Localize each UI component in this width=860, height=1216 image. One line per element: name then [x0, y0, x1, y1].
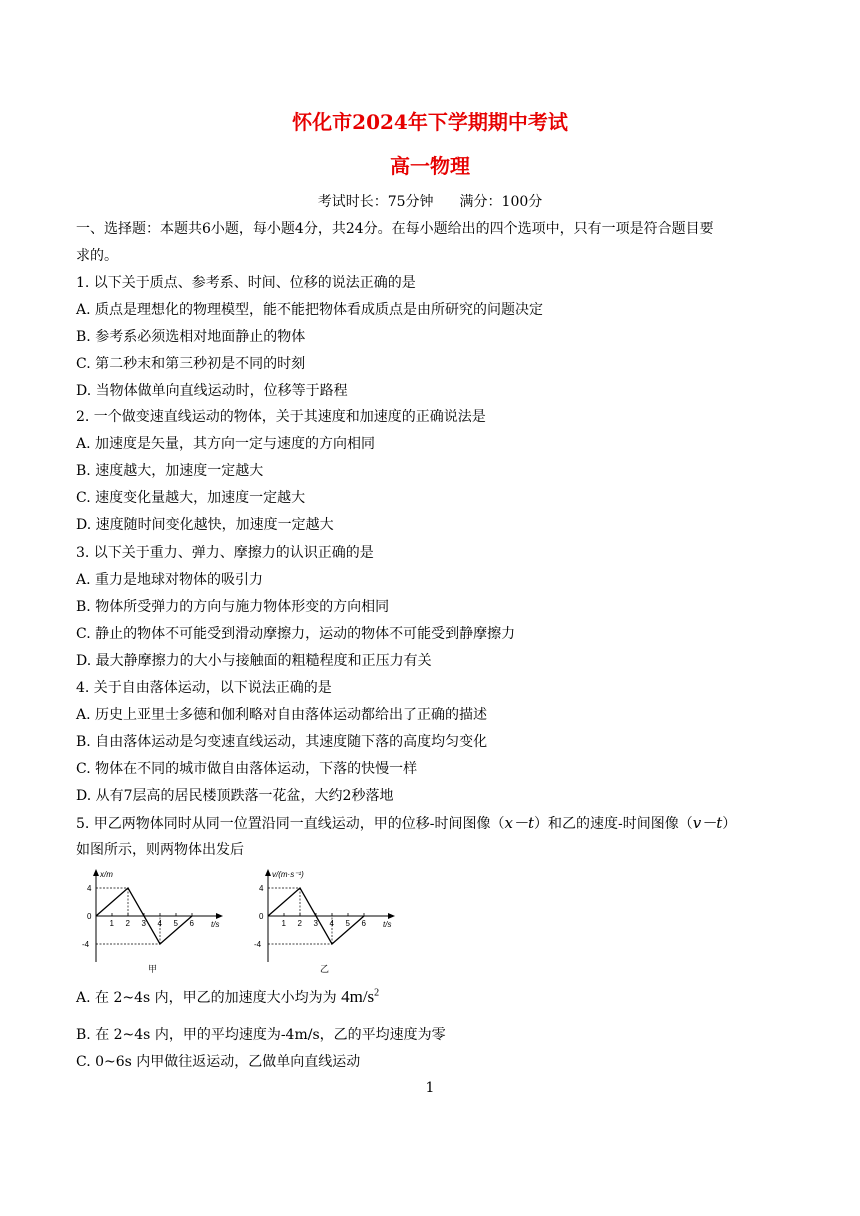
- x-tick-label: 1: [109, 919, 114, 928]
- question-stem: [76, 812, 736, 833]
- option-line: [76, 987, 379, 1007]
- x-tick-label: 6: [189, 919, 194, 928]
- exam-score: 满分：100分: [459, 194, 543, 210]
- x-axis-label: t/s: [211, 920, 220, 929]
- graph-caption: 甲: [148, 965, 158, 975]
- option-line: A. 重力是地球对物体的吸引力: [76, 572, 264, 588]
- question-stem: 3. 以下关于重力、弹力、摩擦力的认识正确的是: [76, 545, 374, 561]
- option-line: D. 速度随时间变化越快，加速度一定越大: [76, 517, 334, 533]
- option-line: C. 速度变化量越大，加速度一定越大: [76, 490, 306, 506]
- xt-graph-jia: [80, 866, 240, 976]
- option-line: B. 参考系必须选相对地面静止的物体: [76, 329, 306, 345]
- question-stem-cont: 如图所示，则两物体出发后: [76, 842, 244, 858]
- subject-title: 高一物理: [390, 154, 470, 178]
- origin-label: 0: [259, 912, 264, 921]
- x-tick-label: 4: [157, 919, 162, 928]
- question-stem: 2. 一个做变速直线运动的物体，关于其速度和加速度的正确说法是: [76, 409, 486, 425]
- option-line: B. 速度越大，加速度一定越大: [76, 463, 264, 479]
- exponent: 2: [374, 987, 380, 999]
- x-tick-label: 3: [141, 919, 146, 928]
- y-tick-label: -4: [82, 940, 90, 949]
- acceleration-unit: $4m/s^2$: [341, 987, 380, 1006]
- y-tick-label: 4: [87, 884, 92, 893]
- xt-symbol: x－t: [504, 814, 535, 832]
- option-line: C. 物体在不同的城市做自由落体运动，下落的快慢一样: [76, 761, 418, 777]
- x-tick-label: 4: [329, 919, 334, 928]
- option-line: C. 0~6s 内甲做往返运动，乙做单向直线运动: [76, 1054, 361, 1070]
- x-axis-arrow: [216, 913, 223, 919]
- x-tick-label: 1: [281, 919, 286, 928]
- stem-text: 5. 甲乙两物体同时从同一位置沿同一直线运动，甲的位移-时间图像（: [76, 816, 505, 832]
- x-tick-label: 2: [297, 919, 302, 928]
- y-tick-label: 4: [259, 884, 264, 893]
- option-text: A. 在 2~4s 内，甲乙的加速度大小均为为: [76, 990, 342, 1006]
- option-line: B. 物体所受弹力的方向与施力物体形变的方向相同: [76, 599, 390, 615]
- option-line: B. 在 2~4s 内，甲的平均速度为-4m/s，乙的平均速度为零: [76, 1027, 446, 1043]
- option-line: D. 从有7层高的居民楼顶跌落一花盆，大约2秒落地: [76, 788, 394, 804]
- option-line: D. 当物体做单向直线运动时，位移等于路程: [76, 383, 348, 399]
- vt-graph-yi: [252, 866, 412, 976]
- section-intro: 一、选择题：本题共6小题，每小题4分，共24分。在每小题给出的四个选项中，只有一项是符合题目要: [76, 221, 714, 237]
- exam-title: 怀化市2024年下学期期中考试: [292, 110, 568, 134]
- option-line: C. 第二秒末和第三秒初是不同的时刻: [76, 356, 306, 372]
- x-tick-label: 2: [125, 919, 130, 928]
- x-tick-label: 3: [313, 919, 318, 928]
- stem-text: ）和乙的速度-时间图像（: [534, 816, 693, 832]
- vt-symbol: v－t: [692, 814, 723, 832]
- x-axis-label: t/s: [383, 920, 392, 929]
- exam-meta: [0, 191, 860, 211]
- y-axis-label: x/m: [100, 870, 113, 879]
- y-axis-arrow: [265, 869, 271, 876]
- y-axis-arrow: [93, 869, 99, 876]
- graph-caption: 乙: [320, 965, 330, 975]
- y-tick-label: -4: [254, 940, 262, 949]
- question-stem: 4. 关于自由落体运动，以下说法正确的是: [76, 680, 332, 696]
- option-line: B. 自由落体运动是匀变速直线运动，其速度随下落的高度均匀变化: [76, 734, 488, 750]
- option-line: A. 加速度是矢量，其方向一定与速度的方向相同: [76, 436, 376, 452]
- option-line: A. 质点是理想化的物理模型，能不能把物体看成质点是由所研究的问题决定: [76, 302, 544, 318]
- x-tick-label: 5: [345, 919, 350, 928]
- option-line: A. 历史上亚里士多德和伽利略对自由落体运动都给出了正确的描述: [76, 707, 488, 723]
- section-intro-cont: 求的。: [76, 248, 118, 264]
- option-line: D. 最大静摩擦力的大小与接触面的粗糙程度和正压力有关: [76, 653, 432, 669]
- page-number: 1: [425, 1080, 435, 1096]
- question-stem: 1. 以下关于质点、参考系、时间、位移的说法正确的是: [76, 275, 416, 291]
- x-tick-label: 5: [173, 919, 178, 928]
- stem-text: ）: [722, 816, 737, 832]
- origin-label: 0: [87, 912, 92, 921]
- option-line: C. 静止的物体不可能受到滑动摩擦力，运动的物体不可能受到静摩擦力: [76, 626, 516, 642]
- x-tick-label: 6: [361, 919, 366, 928]
- exam-duration: 考试时长：75分钟: [317, 194, 434, 210]
- y-axis-label: v/(m·s⁻¹): [272, 870, 304, 879]
- x-axis-arrow: [388, 913, 395, 919]
